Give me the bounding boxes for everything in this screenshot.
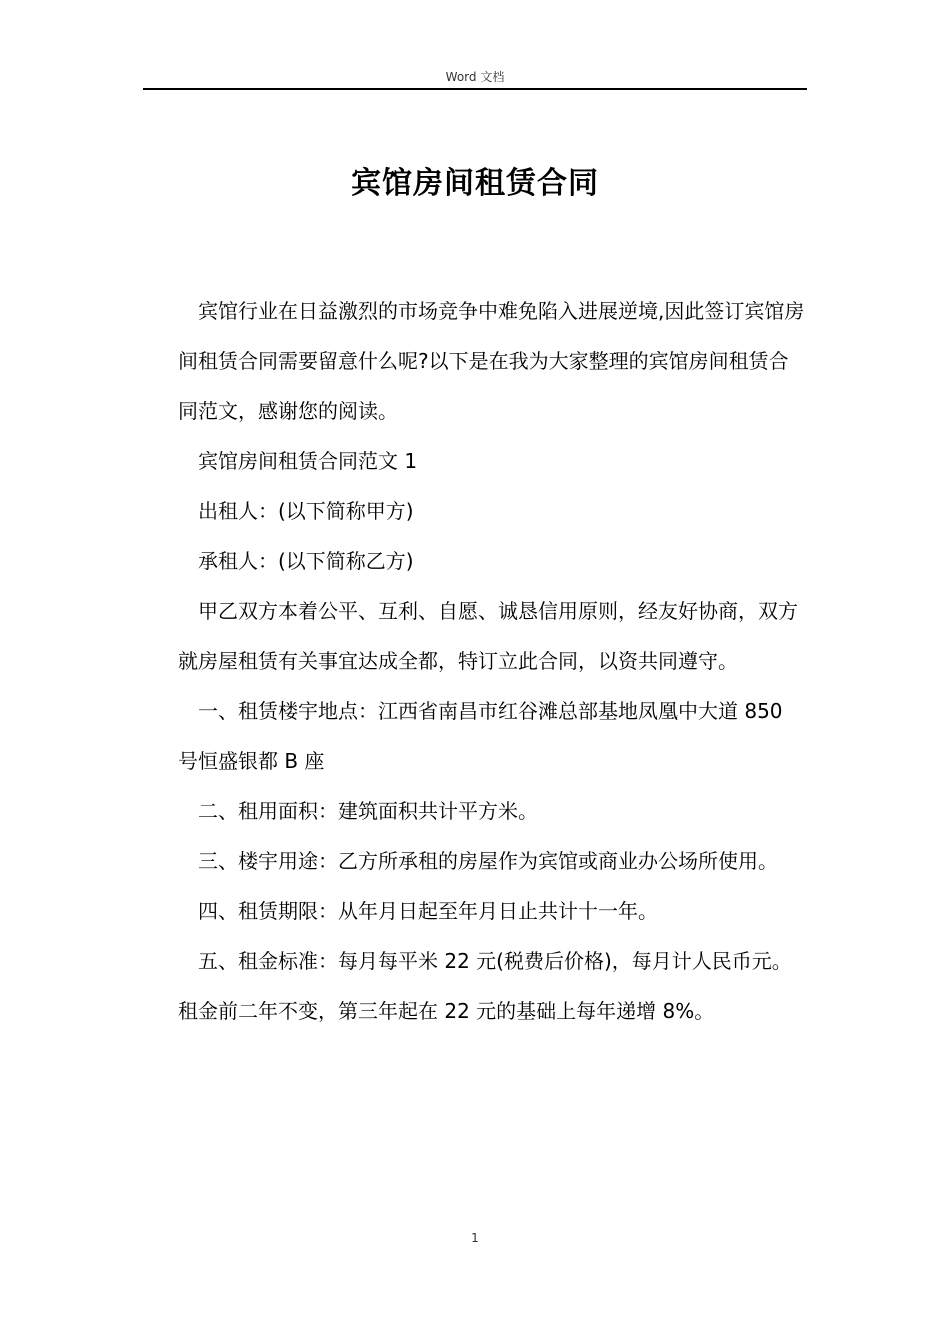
document-body bbox=[178, 286, 808, 1036]
paragraph-agreement: 甲乙双方本着公平、互利、自愿、诚恳信用原则，经友好协商，双方就房屋租赁有关事宜达成全都，特订立此合同，以资共同遵守。 bbox=[178, 599, 798, 673]
clause-area: 二、租用面积：建筑面积共计平方米。 bbox=[198, 799, 538, 823]
clause-location: 一、租赁楼宇地点：江西省南昌市红谷滩总部基地凤凰中大道 850 号恒盛银都 B 座 bbox=[178, 699, 783, 773]
page-number: 1 bbox=[471, 1231, 479, 1245]
paragraph-lessor: 出租人：(以下简称甲方) bbox=[198, 499, 414, 523]
paragraph-lessee: 承租人：(以下简称乙方) bbox=[198, 549, 414, 573]
paragraph-sample-heading: 宾馆房间租赁合同范文 1 bbox=[198, 449, 418, 473]
clause-term: 四、租赁期限：从年月日起至年月日止共计十一年。 bbox=[198, 899, 658, 923]
document-title: 宾馆房间租赁合同 bbox=[351, 166, 599, 201]
paragraph-intro: 宾馆行业在日益激烈的市场竞争中难免陷入进展逆境,因此签订宾馆房间租赁合同需要留意什么呢?以下是在我为大家整理的宾馆房间租赁合同范文，感谢您的阅读。 bbox=[178, 299, 805, 423]
clause-usage: 三、楼宇用途：乙方所承租的房屋作为宾馆或商业办公场所使用。 bbox=[198, 849, 778, 873]
clause-rent: 五、租金标准：每月每平米 22 元(税费后价格)，每月计人民币元。租金前二年不变，第三年起在 22 元的基础上每年递增 8%。 bbox=[178, 949, 792, 1023]
page-header: Word 文档 bbox=[445, 70, 505, 84]
header-divider bbox=[143, 88, 807, 90]
